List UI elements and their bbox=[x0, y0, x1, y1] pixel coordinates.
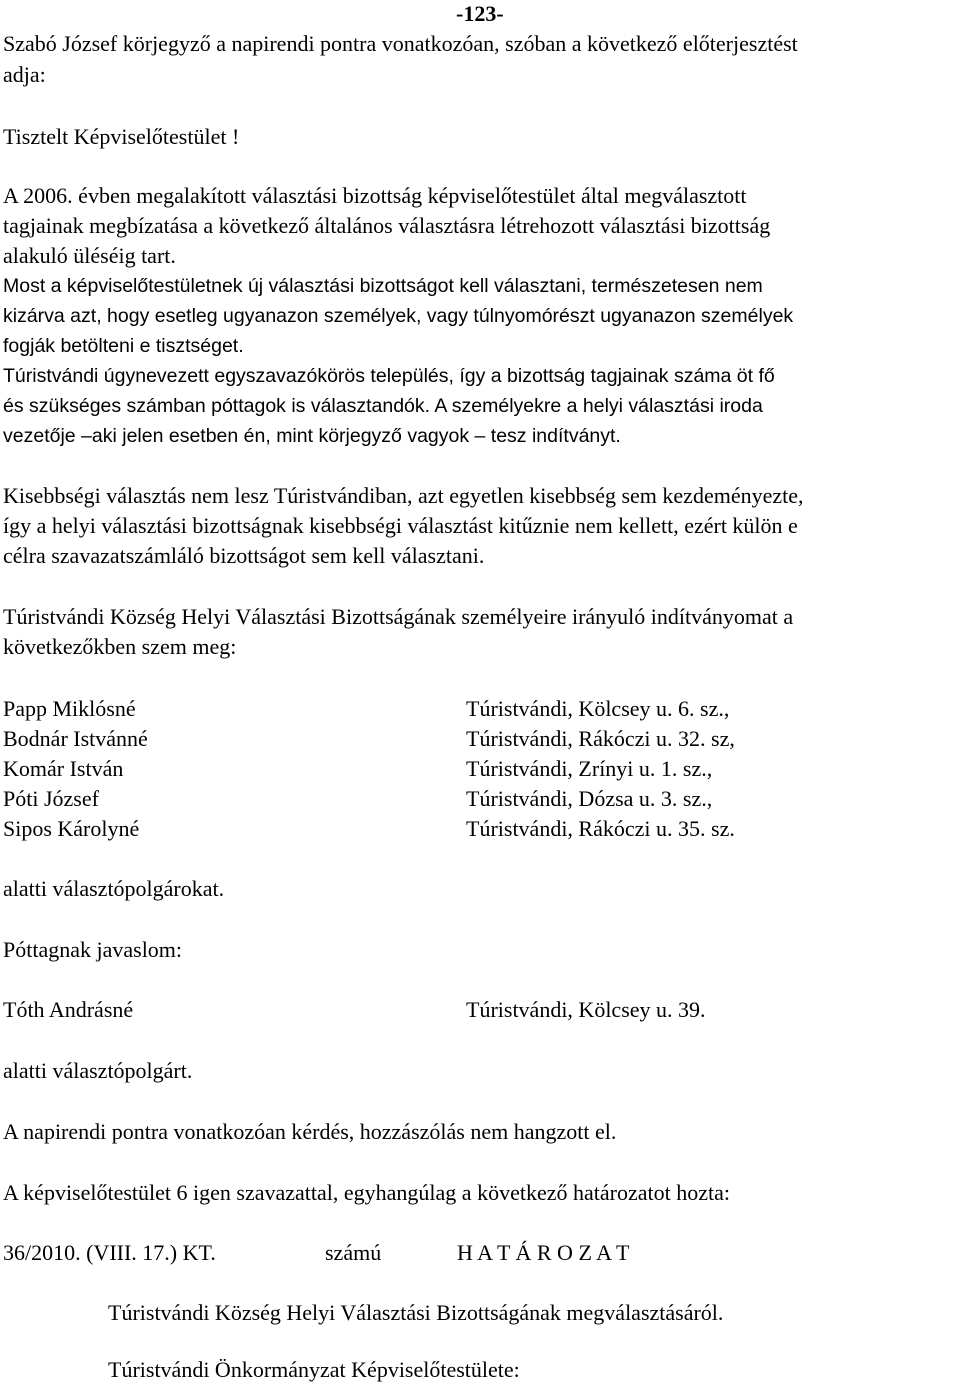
resolution-subject: Túristvándi Község Helyi Választási Bizottságának megválasztásáról. bbox=[108, 1300, 724, 1325]
paragraph-line: így a helyi választási bizottságnak kisebbségi választást kitűznie nem kellett, ezért külön e bbox=[3, 513, 798, 538]
member-address: Túristvándi, Dózsa u. 3. sz., bbox=[466, 786, 713, 811]
paragraph-line: Túristvándi úgynevezett egyszavazókörös település, így a bizottság tagjainak száma öt fő bbox=[3, 365, 775, 387]
substitute-heading: Póttagnak javaslom: bbox=[3, 937, 183, 962]
member-address: Túristvándi, Rákóczi u. 35. sz. bbox=[466, 816, 735, 841]
paragraph-line: következőkben szem meg: bbox=[3, 634, 237, 659]
member-address: Túristvándi, Rákóczi u. 32. sz, bbox=[466, 726, 735, 751]
resolution-number: 36/2010. (VIII. 17.) KT. bbox=[3, 1240, 216, 1265]
salutation: Tisztelt Képviselőtestület ! bbox=[3, 124, 240, 149]
intro-line-2: adja: bbox=[3, 62, 46, 87]
member-name: Komár István bbox=[3, 756, 124, 781]
paragraph-line: fogják betölteni e tisztséget. bbox=[3, 335, 244, 357]
substitute-suffix: alatti választópolgárt. bbox=[3, 1058, 193, 1083]
no-questions-statement: A napirendi pontra vonatkozóan kérdés, hozzászólás nem hangzott el. bbox=[3, 1119, 617, 1144]
paragraph-line: kizárva azt, hogy esetleg ugyanazon személyek, vagy túlnyomórészt ugyanazon személyek bbox=[3, 305, 794, 327]
resolution-body-start: Túristvándi Önkormányzat Képviselőtestülete: bbox=[108, 1357, 520, 1382]
paragraph-line: A 2006. évben megalakított választási bizottság képviselőtestület által megválasztott bbox=[3, 183, 747, 208]
member-name: Bodnár Istvánné bbox=[3, 726, 148, 751]
member-address: Túristvándi, Kölcsey u. 6. sz., bbox=[466, 696, 730, 721]
member-name: Póti József bbox=[3, 786, 99, 811]
paragraph-line: Most a képviselőtestületnek új választási bizottságot kell választani, természetesen nem bbox=[3, 275, 763, 297]
paragraph-line: tagjainak megbízatása a következő általános választásra létrehozott választási bizottság bbox=[3, 213, 771, 238]
member-name: Papp Miklósné bbox=[3, 696, 136, 721]
substitute-address: Túristvándi, Kölcsey u. 39. bbox=[466, 997, 706, 1022]
member-address: Túristvándi, Zrínyi u. 1. sz., bbox=[466, 756, 713, 781]
paragraph-line: Kisebbségi választás nem lesz Túristvándiban, azt egyetlen kisebbség sem kezdeményezte, bbox=[3, 483, 804, 508]
paragraph-line: Túristvándi Község Helyi Választási Bizottságának személyeire irányuló indítványomat a bbox=[3, 604, 794, 629]
page-number: -123- bbox=[456, 1, 504, 26]
vote-statement: A képviselőtestület 6 igen szavazattal, egyhangúlag a következő határozatot hozta: bbox=[3, 1180, 730, 1205]
intro-line-1: Szabó József körjegyző a napirendi pontra vonatkozóan, szóban a következő előterjesztést bbox=[3, 31, 798, 56]
paragraph-line: alakuló üléséig tart. bbox=[3, 243, 176, 268]
resolution-word: számú bbox=[325, 1240, 382, 1265]
paragraph-line: célra szavazatszámláló bizottságot sem kell választani. bbox=[3, 543, 485, 568]
member-name: Sipos Károlyné bbox=[3, 816, 140, 841]
substitute-name: Tóth Andrásné bbox=[3, 997, 134, 1022]
resolution-title: H A T Á R O Z A T bbox=[457, 1240, 630, 1265]
members-suffix: alatti választópolgárokat. bbox=[3, 876, 225, 901]
paragraph-line: és szükséges számban póttagok is választandók. A személyekre a helyi választási iroda bbox=[3, 395, 763, 417]
paragraph-line: vezetője –aki jelen esetben én, mint körjegyző vagyok – tesz indítványt. bbox=[3, 425, 621, 447]
